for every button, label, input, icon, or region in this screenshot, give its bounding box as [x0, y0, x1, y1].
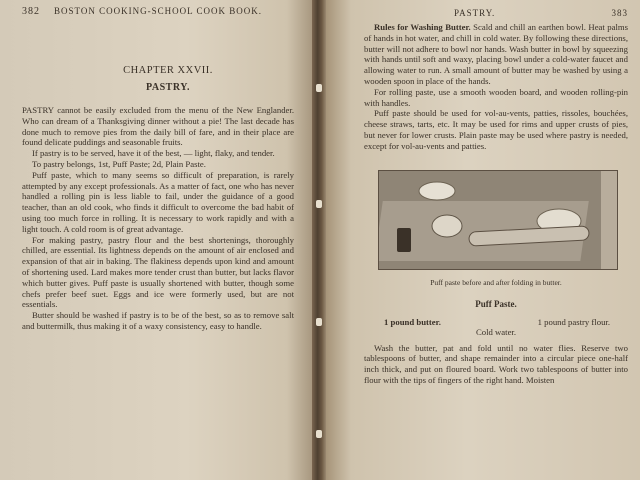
paragraph-making-pastry: For making pastry, pastry flour and the best shortenings, thoroughly chilled, are essential. Its lightness depends on the amount of air enclosed and expansion of that air in baking. The flakiness depends upon kind and amount of shortening used. Lard makes more tender crust than butter, but lacks flavor which butter gives. Puff paste is usually shortened with butter, though some chefs prefer beef suet. Eggs and ice were formerly used, but are not essentials.: [22, 234, 294, 310]
recipe-method: Wash the butter, pat and fold until no water flies. Reserve two tablespoons of butter, and shape remainder into a circular piece one-half inch thick, and put on floured board. Work two tablespoons of butter into flour with the tips of fingers of the right hand. Moisten: [364, 342, 628, 385]
paragraph-intro: PASTRY cannot be easily excluded from the menu of the New Englander. Who can dream of a Thanksgiving dinner without a pie! The last decade has done much to remove pies from the daily bill of fare, and in their place are found delicate puddings and seasonable fruits.: [22, 105, 294, 148]
left-running-head: [22, 6, 294, 17]
paragraph-types: To pastry belongs, 1st, Puff Paste; 2d, Plain Paste.: [32, 158, 206, 169]
left-page-number: 382: [22, 6, 40, 17]
paragraph-puff-paste: Puff paste, which to many seems so difficult of preparation, is rarely attempted by any except professionals. As a matter of fact, one who has never handled a rolling pin is less liable to fail, under the guidance of a good teacher, than an old cook, who finds it difficult to overcome the bad habit of using too much force in rolling. It is necessary to work rapidly and with a light touch. A cold room is of great advantage.: [22, 169, 294, 234]
rules-text: Scald and chill an earthen bowl. Heat palms of hands in hot water, and chill in cold water. By following these directions, butter will not adhere to bowl nor hands. Wash butter in bowl by squeezing with hands until soft and waxy, placing bowl under a cold-water faucet and allowing water to run. A small amount of butter may be washed by using a wooden spoon in place of the hands.: [364, 22, 629, 86]
folded-paste-icon: [432, 215, 462, 237]
paragraph-uses: Puff paste should be used for vol-au-vents, patties, rissoles, bouchées, cheese straws, tarts, etc. It may be used for rims and upper crusts of pies, but never for lower crusts. Plain paste may be used where pastry is needed, except for vol-au-vents and patties.: [364, 108, 628, 151]
rules-heading: Rules for Washing Butter.: [374, 22, 471, 32]
right-running-head: [364, 8, 628, 18]
right-page: [326, 0, 640, 480]
chapter-heading: CHAPTER XXVII.: [123, 65, 213, 76]
book-gutter: [312, 0, 326, 480]
cup-icon: [397, 228, 411, 252]
photo-illustration: [379, 171, 601, 269]
recipe-title: Puff Paste.: [475, 298, 517, 309]
section-title: PASTRY.: [146, 82, 190, 93]
paragraph-rules: [364, 22, 628, 87]
ingredient-list: [364, 317, 628, 327]
right-running-title: PASTRY.: [454, 8, 496, 18]
binding-stitch: [316, 200, 322, 208]
ingredient-water: Cold water.: [475, 326, 517, 337]
paragraph-butter: Butter should be washed if pastry is to be of the best, so as to remove salt and buttermilk, thus making it of a waxy consistency, easy to handle.: [22, 310, 294, 331]
binding-stitch: [316, 84, 322, 92]
figure-caption: Puff paste before and after folding in butter.: [430, 277, 562, 287]
ingredient-flour: 1 pound pastry flour.: [537, 316, 610, 327]
paragraph-rolling: For rolling paste, use a smooth wooden board, and wooden rolling-pin with handles.: [364, 86, 628, 108]
butter-block-icon: [419, 182, 455, 200]
left-running-title: BOSTON COOKING-SCHOOL COOK BOOK.: [54, 6, 263, 16]
binding-stitch: [316, 430, 322, 438]
binding-stitch: [316, 318, 322, 326]
figure-photo: [378, 170, 618, 270]
paragraph-best: If pastry is to be served, have it of the best, — light, flaky, and tender.: [32, 148, 275, 159]
left-page: [0, 0, 312, 480]
right-page-number: 383: [611, 8, 628, 18]
ingredient-butter: 1 pound butter.: [384, 316, 441, 327]
